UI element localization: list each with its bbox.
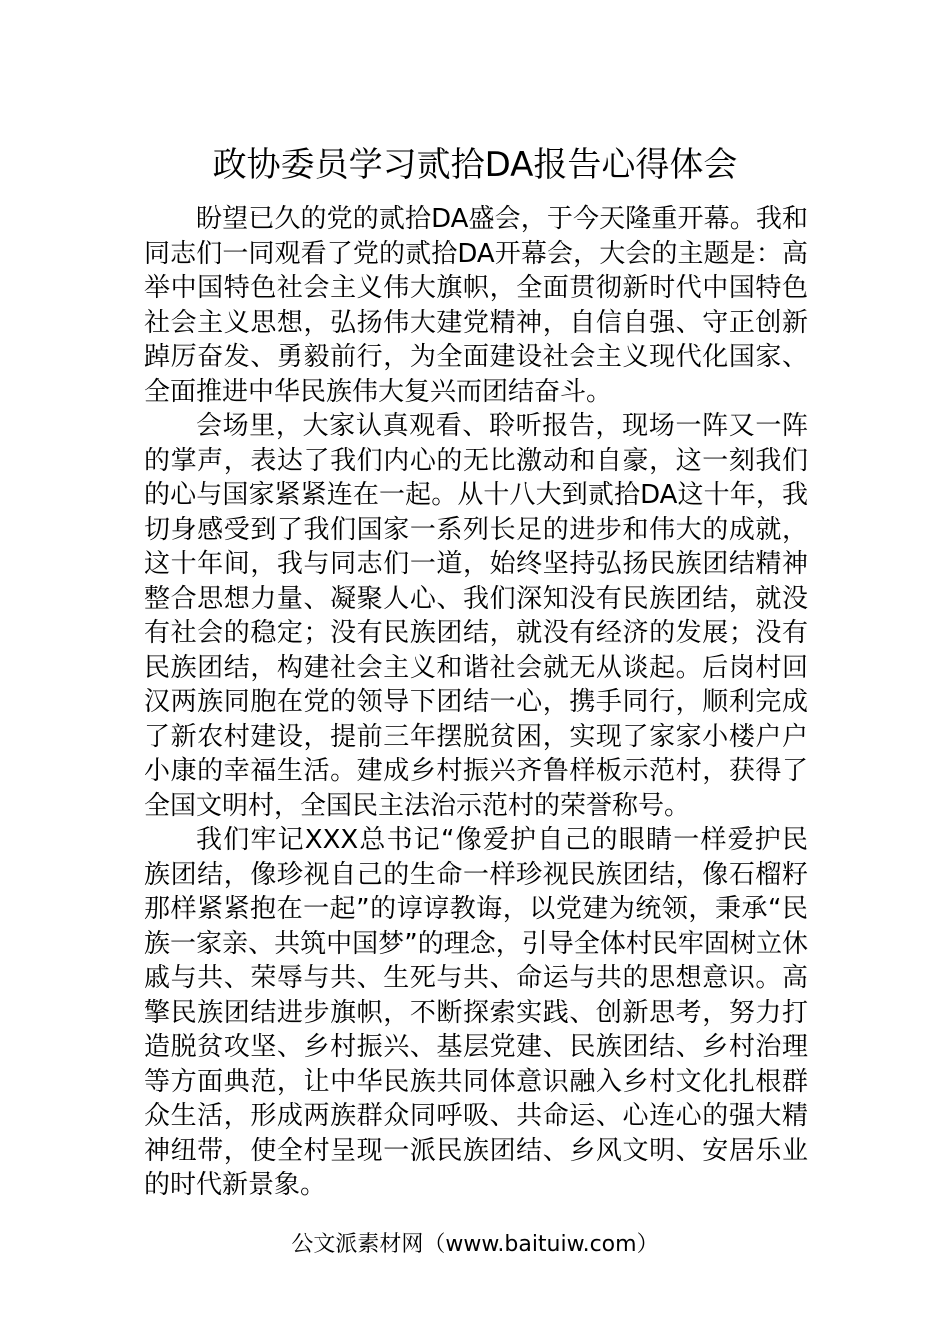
paragraph-2: 会场里，大家认真观看、聆听报告，现场一阵又一阵的掌声，表达了我们内心的无比激动和自豪，这一刻我们的心与国家紧紧连在一起。从十八大到贰拾DA这十年，我切身感受到了我们国家一系列长足的进步和伟大的成就，这十年间，我与同志们一道，始终坚持弘扬民族团结精神整合思想力量、凝聚人心、我们深知没有民族团结，就没有社会的稳定；没有民族团结，就没有经济的发展；没有民族团结，构建社会主义和谐社会就无从谈起。后岗村回汉两族同胞在党的领导下团结一心，携手同行，顺利完成了新农村建设，提前三年摆脱贫困，实现了家家小楼户户小康的幸福生活。建成乡村振兴齐鲁样板示范村，获得了全国文明村，全国民主法治示范村的荣誉称号。: [144, 411, 808, 821]
footer-source: 公文派素材网（www.baituiw.com）: [291, 1232, 659, 1257]
paragraph-3: 我们牢记XXX总书记“像爱护自己的眼睛一样爱护民族团结，像珍视自己的生命一样珍视民族团结，像石榴籽那样紧紧抱在一起”的谆谆教诲，以党建为统领，秉承“民族一家亲、共筑中国梦”的理念，引导全体村民牢固树立休戚与共、荣辱与共、生死与共、命运与共的思想意识。高擎民族团结进步旗帜，不断探索实践、创新思考，努力打造脱贫攻坚、乡村振兴、基层党建、民族团结、乡村治理等方面典范，让中华民族共同体意识融入乡村文化扎根群众生活，形成两族群众同呼吸、共命运、心连心的强大精神纽带，使全村呈现一派民族团结、乡风文明、安居乐业的时代新景象。: [144, 825, 808, 1200]
document-body: [144, 202, 808, 1203]
paragraph-1: 盼望已久的党的贰拾DA盛会，于今天隆重开幕。我和同志们一同观看了党的贰拾DA开幕会，大会的主题是：高举中国特色社会主义伟大旗帜，全面贯彻新时代中国特色社会主义思想，弘扬伟大建党精神，自信自强、守正创新踔厉奋发、勇毅前行，为全面建设社会主义现代化国家、全面推进中华民族伟大复兴而团结奋斗。: [144, 204, 808, 407]
document-title: 政协委员学习贰拾DA报告心得体会: [212, 145, 738, 185]
